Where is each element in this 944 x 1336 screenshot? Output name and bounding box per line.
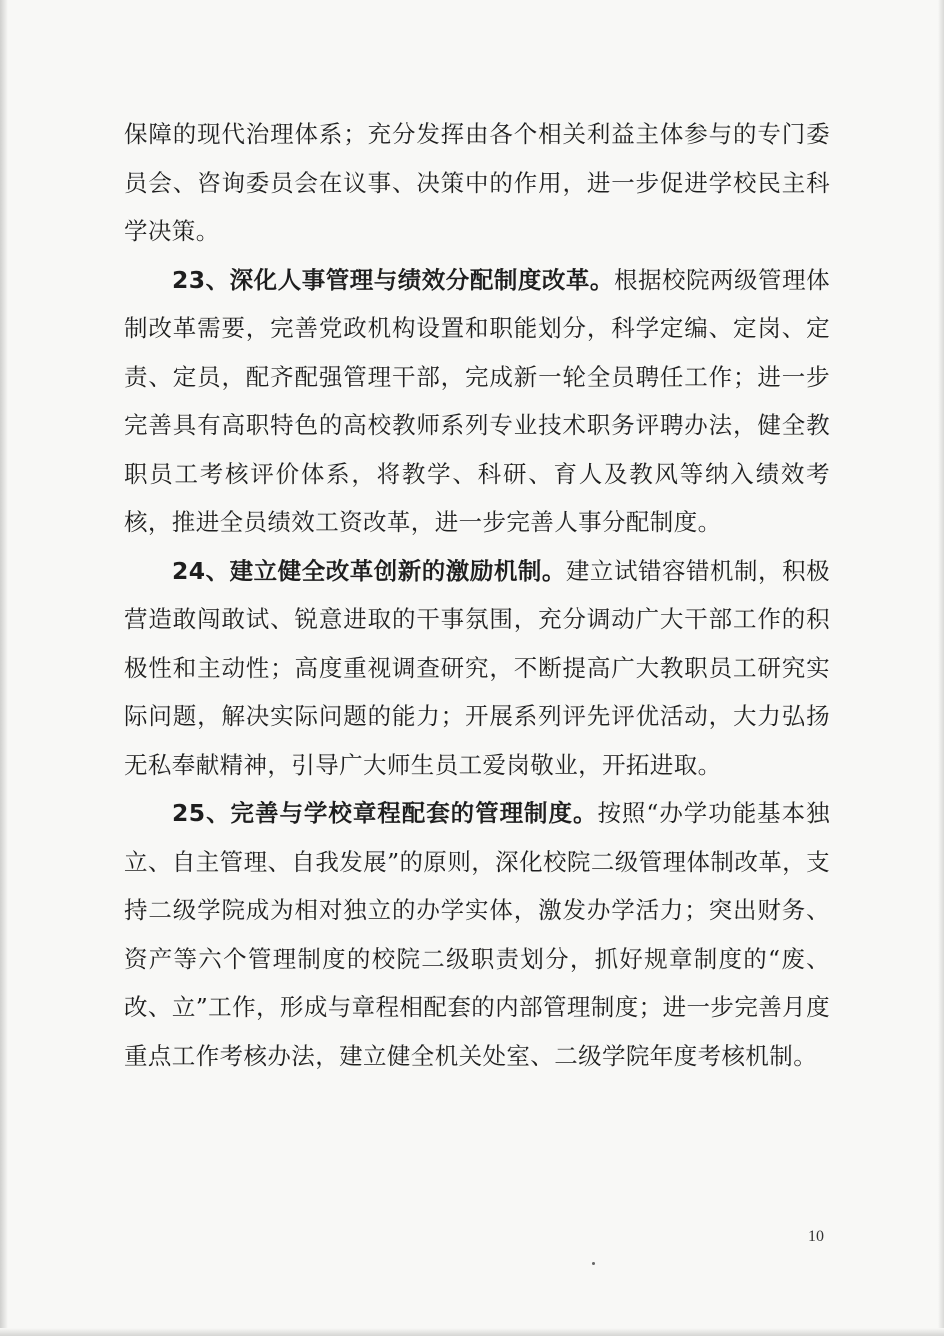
paragraph-text: 保障的现代治理体系；充分发挥由各个相关利益主体参与的专门委员会、咨询委员会在议事、决策中的作用，进一步促进学校民主科学决策。 [124, 120, 830, 245]
scan-speck [592, 1262, 595, 1265]
paragraph-23 [124, 256, 830, 547]
paragraph-25 [124, 789, 830, 1080]
page-edge-left [0, 0, 8, 1336]
paragraph-text: 建立试错容错机制，积极营造敢闯敢试、锐意进取的干事氛围，充分调动广大干部工作的积极性和主动性；高度重视调查研究，不断提高广大教职员工研究实际问题，解决实际问题的能力；开展系列评先评优活动，大力弘扬无私奉献精神，引导广大师生员工爱岗敬业，开拓进取。 [124, 556, 830, 779]
document-body [124, 110, 830, 1080]
page-number: 10 [808, 1228, 824, 1245]
paragraph-heading: 24、建立健全改革创新的激励机制。 [172, 556, 566, 585]
page-edge-right [938, 0, 944, 1336]
paragraph-text: 根据校院两级管理体制改革需要，完善党政机构设置和职能划分，科学定编、定岗、定责、定员，配齐配强管理干部，完成新一轮全员聘任工作；进一步完善具有高职特色的高校教师系列专业技术职务评聘办法，健全教职员工考核评价体系，将教学、科研、育人及教风等纳入绩效考核，推进全员绩效工资改革，进一步完善人事分配制度。 [124, 265, 830, 536]
paragraph-24 [124, 547, 830, 790]
paragraph-heading: 23、深化人事管理与绩效分配制度改革。 [172, 265, 614, 294]
paragraph-heading: 25、完善与学校章程配套的管理制度。 [172, 799, 598, 827]
page-edge-bottom [0, 1328, 944, 1336]
paragraph-continuation [124, 110, 830, 256]
paragraph-text: 按照“办学功能基本独立、自主管理、自我发展”的原则，深化校院二级管理体制改革，支持二级学院成为相对独立的办学实体，激发办学活力；突出财务、资产等六个管理制度的校院二级职责划分，抓好规章制度的“废、改、立”工作，形成与章程相配套的内部管理制度；进一步完善月度重点工作考核办法，建立健全机关处室、二级学院年度考核机制。 [124, 799, 830, 1070]
